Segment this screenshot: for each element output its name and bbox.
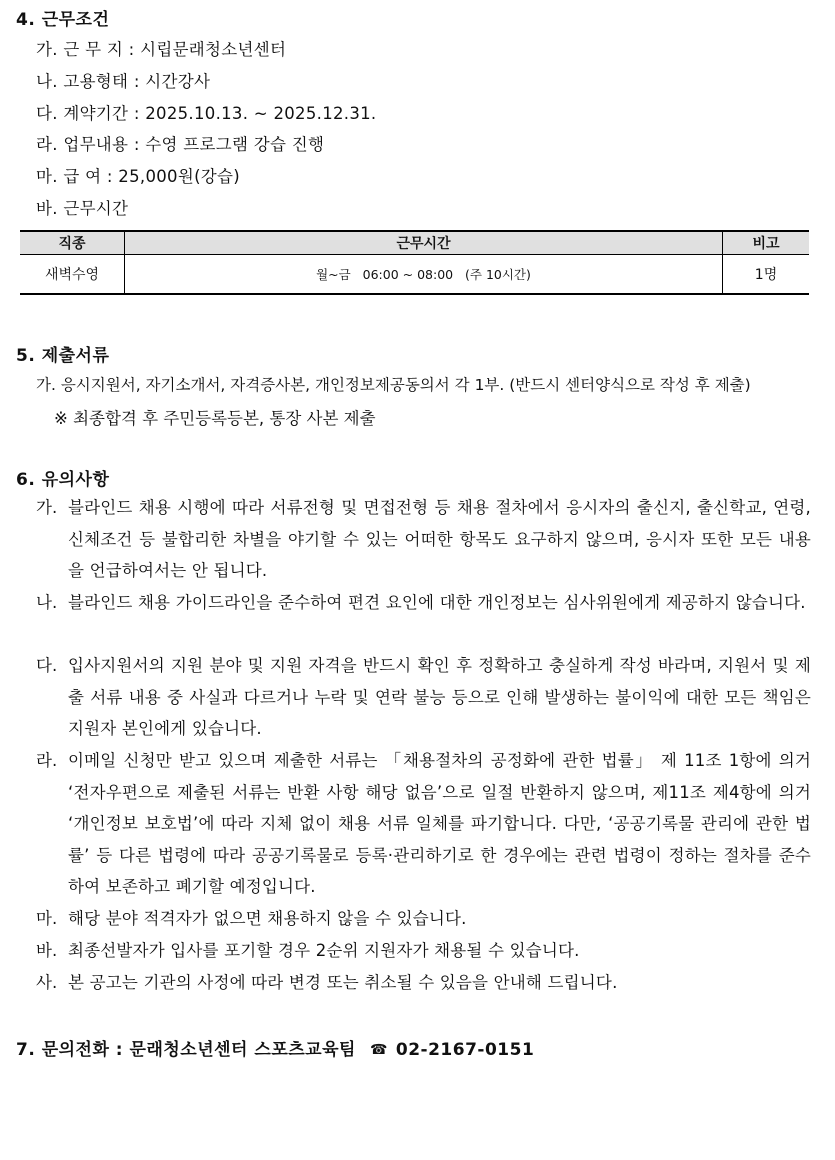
cell-work-hours: 월~금 06:00 ~ 08:00 (주 10시간) xyxy=(125,255,723,295)
notice-item xyxy=(36,492,811,587)
notice-item-text: 입사지원서의 지원 분야 및 지원 자격을 반드시 확인 후 정확하고 충실하게 작성 바라며, 지원서 및 제출 서류 내용 중 사실과 다르거나 누락 및 연락 불능 등으로 인해 발생하는 불이익에 대한 모든 책임은 지원자 본인에게 있습니다. xyxy=(68,656,811,738)
notice-item xyxy=(36,967,811,999)
header-remarks: 비고 xyxy=(723,231,810,255)
required-documents: 가. 응시지원서, 자기소개서, 자격증사본, 개인정보제공동의서 각 1부. (반드시 센터양식으로 작성 후 제출) xyxy=(36,376,751,394)
notice-item-mark: 라. xyxy=(36,751,58,770)
notice-item-mark: 사. xyxy=(36,973,58,992)
notice-item-text: 이메일 신청만 받고 있으며 제출한 서류는 「채용절차의 공정화에 관한 법률」 제 11조 1항에 의거 ‘전자우편으로 제출된 서류는 반환 사항 해당 없음’으로 일절 반환하지 않으며, 제11조 제4항에 의거 ‘개인정보 보호법’에 따라 지체 없이 채용 서류 일체를 파기합니다. 다만, ‘공공기록물 관리에 관한 법률’ 등 다른 법령에 따라 공공기록물로 등록·관리하기로 한 경우에는 관련 법령이 정하는 절차를 준수하여 보존하고 폐기할 예정입니다. xyxy=(68,751,811,896)
contact-phone-number: 02-2167-0151 xyxy=(395,1040,535,1060)
notice-item-text: 최종선발자가 입사를 포기할 경우 2순위 지원자가 채용될 수 있습니다. xyxy=(68,941,580,960)
notice-item xyxy=(36,745,811,903)
work-hours-label: 바. 근무시간 xyxy=(36,199,129,218)
contact-title: 7. 문의전화 : 문래청소년센터 스포츠교육팀 xyxy=(16,1040,356,1060)
notice-item-mark: 마. xyxy=(36,909,58,928)
contract-period: 다. 계약기간 : 2025.10.13. ~ 2025.12.31. xyxy=(36,104,377,123)
header-work-hours: 근무시간 xyxy=(125,231,723,255)
section-7-contact xyxy=(16,1035,534,1060)
employment-type: 나. 고용형태 : 시간강사 xyxy=(36,72,211,91)
notice-item xyxy=(36,903,811,935)
notice-item-mark: 다. xyxy=(36,656,58,675)
notice-item-text: 본 공고는 기관의 사정에 따라 변경 또는 취소될 수 있음을 안내해 드립니다. xyxy=(68,973,618,992)
table-header-row xyxy=(20,231,809,255)
notice-item-mark: 바. xyxy=(36,941,58,960)
notice-item xyxy=(36,587,811,619)
work-schedule-table xyxy=(20,230,809,295)
notice-item-text: 블라인드 채용 가이드라인을 준수하여 편견 요인에 대한 개인정보는 심사위원에게 제공하지 않습니다. xyxy=(68,593,806,612)
section-6-title: 6. 유의사항 xyxy=(16,470,110,490)
notice-item xyxy=(36,935,811,967)
job-description: 라. 업무내용 : 수영 프로그램 강습 진행 xyxy=(36,135,325,154)
phone-icon: ☎ xyxy=(369,1042,388,1058)
header-job-type: 직종 xyxy=(20,231,125,255)
notice-item-text: 블라인드 채용 시행에 따라 서류전형 및 면접전형 등 채용 절차에서 응시자의 출신지, 출신학교, 연령, 신체조건 등 불합리한 차별을 야기할 수 있는 어떠한 항목도 요구하지 않으며, 응시자 또한 모든 내용을 언급하여서는 안 됩니다. xyxy=(68,498,811,580)
notice-item-text: 해당 분야 적격자가 없으면 채용하지 않을 수 있습니다. xyxy=(68,909,467,928)
final-documents-note: ※ 최종합격 후 주민등록등본, 통장 사본 제출 xyxy=(54,409,376,428)
table-row xyxy=(20,255,809,295)
section-5-title: 5. 제출서류 xyxy=(16,346,110,366)
cell-job-type: 새벽수영 xyxy=(20,255,125,295)
work-location: 가. 근 무 지 : 시립문래청소년센터 xyxy=(36,40,287,59)
section-4-title: 4. 근무조건 xyxy=(16,10,110,30)
salary: 마. 급 여 : 25,000원(강습) xyxy=(36,167,241,186)
notice-item xyxy=(36,650,811,745)
cell-remarks: 1명 xyxy=(723,255,810,295)
notice-item-mark: 가. xyxy=(36,498,58,517)
notice-item-mark: 나. xyxy=(36,593,58,612)
